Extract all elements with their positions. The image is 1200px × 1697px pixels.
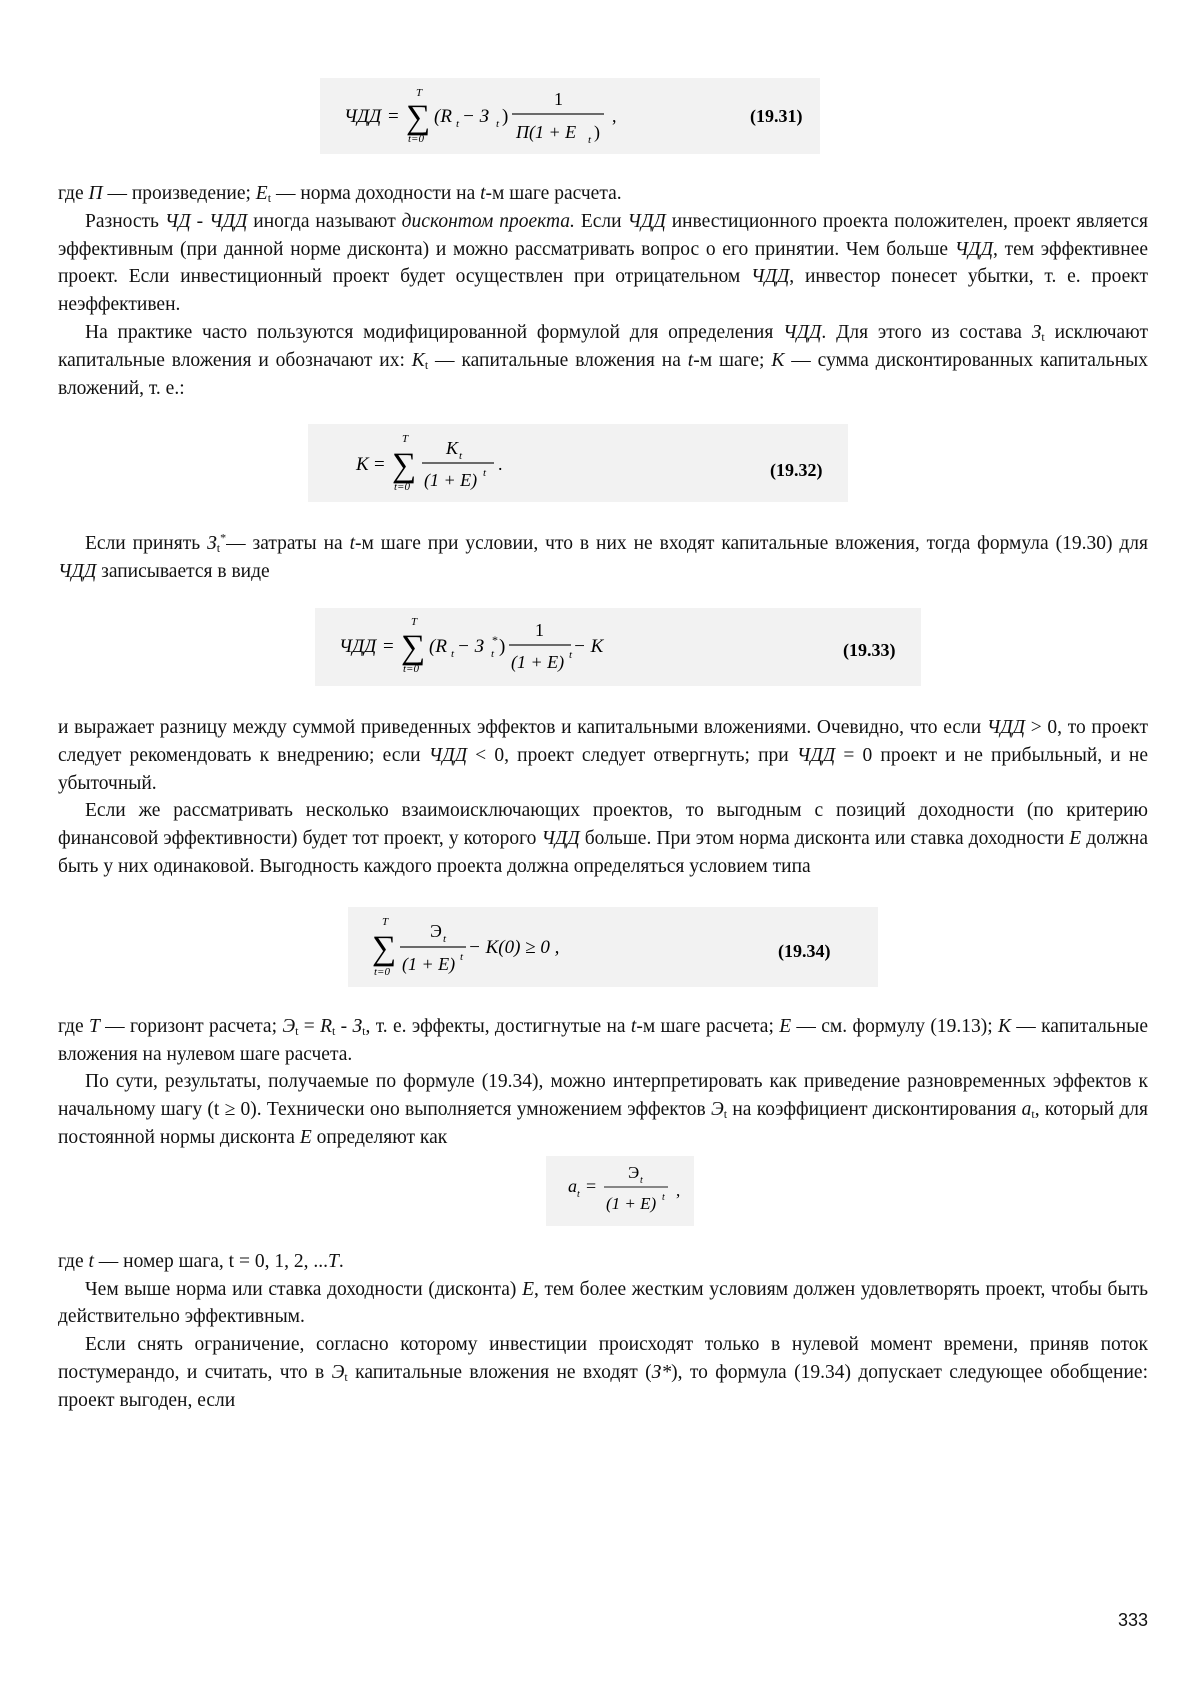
fraction-denominator: (1 + E) <box>424 470 478 491</box>
fraction-denominator: (1 + E) <box>402 953 456 974</box>
fraction-numerator: Э <box>430 920 442 941</box>
formula-eq: = <box>383 635 394 657</box>
formula-close: ) <box>502 106 509 127</box>
formula-label: (19.34) <box>778 940 831 961</box>
sum-top: T <box>382 915 389 928</box>
formula-tail: , <box>612 106 617 126</box>
fraction-numerator-sub: t <box>443 932 447 945</box>
formula-term-sub: t <box>451 647 455 660</box>
fraction-numerator: 1 <box>554 89 563 109</box>
formula-label: (19.33) <box>843 639 896 660</box>
formula-lhs: ЧДД <box>339 635 377 657</box>
formula-19-33 <box>315 608 921 686</box>
fraction-numerator: 1 <box>535 619 544 640</box>
formula-19-34 <box>348 907 878 987</box>
sigma-icon: ∑ <box>406 99 431 136</box>
fraction-denominator-sup: t <box>483 467 487 480</box>
formula-term: (R <box>429 635 447 657</box>
sum-bottom: t=0 <box>408 133 424 145</box>
fraction-denominator-sup: t <box>569 648 573 661</box>
paragraph-2: Разность ЧД - ЧДД иногда называют дисконтом проекта. Если ЧДД инвестиционного проекта положителен, проект является эффективным (при данной норме дисконта) и можно рассматривать вопрос о его принятии. Чем больше ЧДД, тем эффективнее проект. Если инвестиционный проект будет осуществлен при отрицательном ЧДД, инвестор понесет убытки, т. е. проект неэффективен. <box>58 210 1149 316</box>
fraction-numerator-sub: t <box>640 1174 643 1186</box>
formula-lhs: K <box>356 454 369 476</box>
formula-lhs: a <box>568 1175 577 1196</box>
fraction-denominator-sup: t <box>662 1191 665 1203</box>
formula-eq: = <box>586 1175 597 1196</box>
formula-lhs: ЧДД <box>344 106 382 127</box>
fraction-numerator: Э <box>628 1162 640 1182</box>
sigma-icon: ∑ <box>401 628 426 666</box>
fraction-denominator-sub: t <box>588 134 592 146</box>
formula-tail: − K <box>573 635 604 657</box>
formula-label: (19.31) <box>750 106 803 126</box>
formula-minus-sup: * <box>492 632 498 647</box>
fraction-numerator: K <box>446 438 459 459</box>
fraction-denominator: П(1 + E <box>516 122 577 142</box>
formula-label: (19.32) <box>770 460 823 481</box>
paragraph-6: Если же рассматривать несколько взаимоисключающих проектов, то выгодным с позиций доходности (по критерию финансовой эффективности) будет тот проект, у которого ЧДД больше. При этом норма дисконта или ставка доходности E должна быть у них одинаковой. Выгодность каждого проекта должна определяться условием типа <box>58 800 1148 877</box>
formula-discount-factor <box>546 1156 694 1226</box>
formula-term-sub: t <box>456 118 460 130</box>
formula-eq: = <box>388 106 399 127</box>
formula-tail: − K(0) ≥ 0 , <box>468 936 560 958</box>
formula-eq: = <box>374 454 385 476</box>
fraction-denominator: (1 + E) <box>606 1193 657 1213</box>
formula-19-32-svg <box>308 424 848 502</box>
paragraph-4: Если принять $З_t^*—$ затраты на t-м шаге при условии, что в них не входят капитальные вложения, тогда формула (19.30) для ЧДД записывается в виде <box>58 530 1149 583</box>
formula-term: (R <box>434 106 452 127</box>
formula-19-31 <box>320 78 820 154</box>
formula-minus-sub: t <box>491 647 495 660</box>
sigma-icon: ∑ <box>372 929 397 967</box>
fraction-denominator-close: ) <box>594 122 600 142</box>
paragraph-3: На практике часто пользуются модифицированной формулой для определения ЧДД. Для этого из состава $З_t$ исключают капитальные вложения и обозначают их: $K_t$ — капитальные вложения на t-м шаге; K — сумма дисконтированных капитальных вложений, т. е.: <box>58 321 1149 399</box>
paragraph-7: где T — горизонт расчета; $Э_t = R_t - З_t$, т. е. эффекты, достигнутые на t-м шаге расчета; E — см. формулу (19.13); K — капитальные вложения на нулевом шаге расчета. <box>58 1015 1148 1065</box>
formula-tail: . <box>498 454 503 475</box>
sum-bottom: t=0 <box>394 481 410 494</box>
sum-bottom: t=0 <box>374 965 390 978</box>
formula-minus-sub: t <box>496 118 500 130</box>
fraction-numerator-sub: t <box>459 450 463 463</box>
formula-close: ) <box>499 635 506 657</box>
page-number: 333 <box>1117 1610 1148 1630</box>
sum-bottom: t=0 <box>403 662 419 675</box>
formula-19-34-svg <box>348 907 878 987</box>
paragraph-9: где t — номер шага, t = 0, 1, 2, ...T. <box>58 1250 344 1272</box>
formula-19-33-svg <box>315 608 921 686</box>
fraction-denominator: (1 + E) <box>511 651 565 672</box>
formula-minus: − З <box>457 635 484 657</box>
paragraph-11: Если снять ограничение, согласно которому инвестиции происходят только в нулевой момент времени, приняв поток постумерандо, и считать, что в $Э_t$ капитальные вложения не входят (З*), то формула (19.34) допускает следующее обобщение: проект выгоден, если <box>58 1334 1149 1411</box>
sigma-icon: ∑ <box>392 447 417 485</box>
paragraph-5: и выражает разницу между суммой приведенных эффектов и капитальными вложениями. Очевидно, что если ЧДД > 0, то проект следует рекомендовать к внедрению; если ЧДД < 0, проект следует отвергнуть; при ЧДД = 0 проект и не прибыльный, и не убыточный. <box>58 716 1149 794</box>
formula-19-32 <box>308 424 848 502</box>
sum-top: T <box>411 615 418 628</box>
page-body <box>58 78 1148 1415</box>
formula-lhs-sub: t <box>577 1188 580 1200</box>
formula-minus: − З <box>462 106 489 127</box>
sum-top: T <box>402 433 409 446</box>
sum-top: T <box>416 87 423 99</box>
paragraph-1: где П — произведение; $E_t$ — норма доходности на t-м шаге расчета. <box>58 183 622 205</box>
formula-discount-factor-svg <box>546 1156 694 1226</box>
paragraph-8: По сути, результаты, получаемые по формуле (19.34), можно интерпретировать как приведение разновременных эффектов к начальному шагу (t ≥ 0). Технически оно выполняется умножением эффектов $Э_t$ на коэффициент дисконтирования $a_t$, который для постоянной нормы дисконта E определяют как <box>58 1071 1148 1148</box>
formula-19-31-svg <box>320 78 820 154</box>
fraction-denominator-sup: t <box>460 950 464 963</box>
paragraph-10: Чем выше норма или ставка доходности (дисконта) E, тем более жестким условиям должен удовлетворять проект, чтобы быть действительно эффективным. <box>58 1278 1148 1328</box>
formula-tail: , <box>676 1180 681 1200</box>
